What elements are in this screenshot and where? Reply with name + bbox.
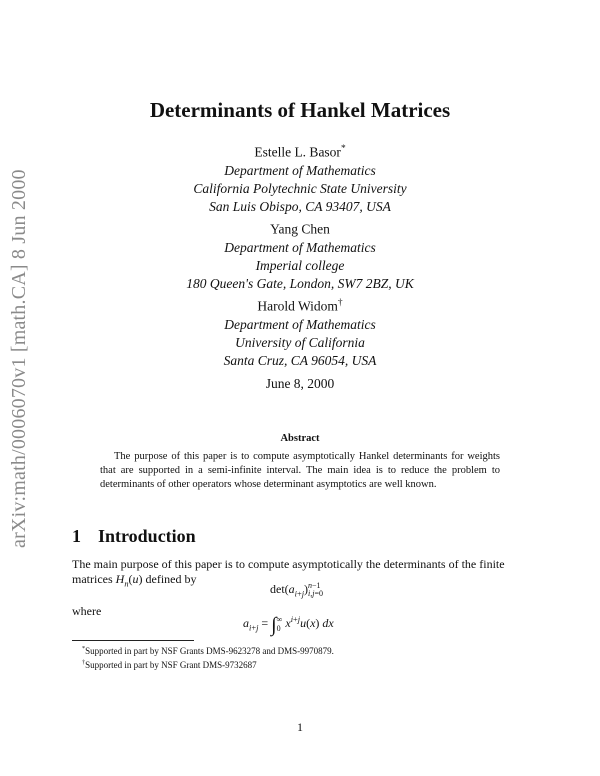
author-department: Department of Mathematics	[224, 239, 376, 255]
section-number: 1	[72, 526, 81, 546]
author-department: Department of Mathematics	[224, 316, 376, 332]
author-name: Harold Widom†	[257, 298, 343, 314]
footnote-item: *Supported in part by NSF Grants DMS-9623278 and DMS-9970879.	[82, 645, 334, 656]
abstract-heading: Abstract	[280, 433, 320, 444]
paper-date: June 8, 2000	[265, 376, 335, 391]
author-block-1	[0, 140, 600, 216]
page-number: 1	[297, 720, 303, 734]
section-heading	[72, 526, 196, 547]
where-text: where	[72, 604, 102, 618]
author-address: San Luis Obispo, CA 93407, USA	[209, 198, 391, 214]
author-block-2	[0, 217, 600, 293]
abstract-text: The purpose of this paper is to compute asymptotically Hankel determinants for weights that are supported in a semi-infinite interval. The main idea is to reduce the problem to determinants of other operators whose determinant asymptotics are well known.	[100, 451, 500, 490]
intro-paragraph: The main purpose of this paper is to compute asymptotically the determinants of the finite matrices $H_n(u)$ defined by	[72, 557, 505, 589]
author-address: Santa Cruz, CA 96054, USA	[223, 352, 377, 368]
author-address: 180 Queen's Gate, London, SW7 2BZ, UK	[186, 275, 414, 291]
footnote-item: †Supported in part by NSF Grant DMS-9732687	[82, 659, 257, 670]
footnotes	[82, 643, 334, 671]
footnote-rule	[72, 640, 194, 641]
author-institution: Imperial college	[255, 257, 345, 273]
arxiv-identifier: arXiv:math/0006070v1 [math.CA] 8 Jun 2000	[8, 169, 30, 548]
author-department: Department of Mathematics	[224, 162, 376, 178]
author-institution: University of California	[235, 334, 365, 350]
author-name: Estelle L. Basor*	[254, 144, 346, 160]
author-institution: California Polytechnic State University	[193, 180, 407, 196]
author-block-3	[0, 294, 600, 370]
determinant-equation: $\det(a_{i+j})n-1$ i,j=0	[270, 581, 324, 599]
author-name: Yang Chen	[270, 221, 330, 237]
paper-title: Determinants of Hankel Matrices	[149, 98, 451, 122]
section-title: Introduction	[98, 526, 196, 546]
moment-equation: $a_{i+j}$ = ∫∞ 0 $x^{i+j}u(x)$ dx	[243, 614, 334, 636]
